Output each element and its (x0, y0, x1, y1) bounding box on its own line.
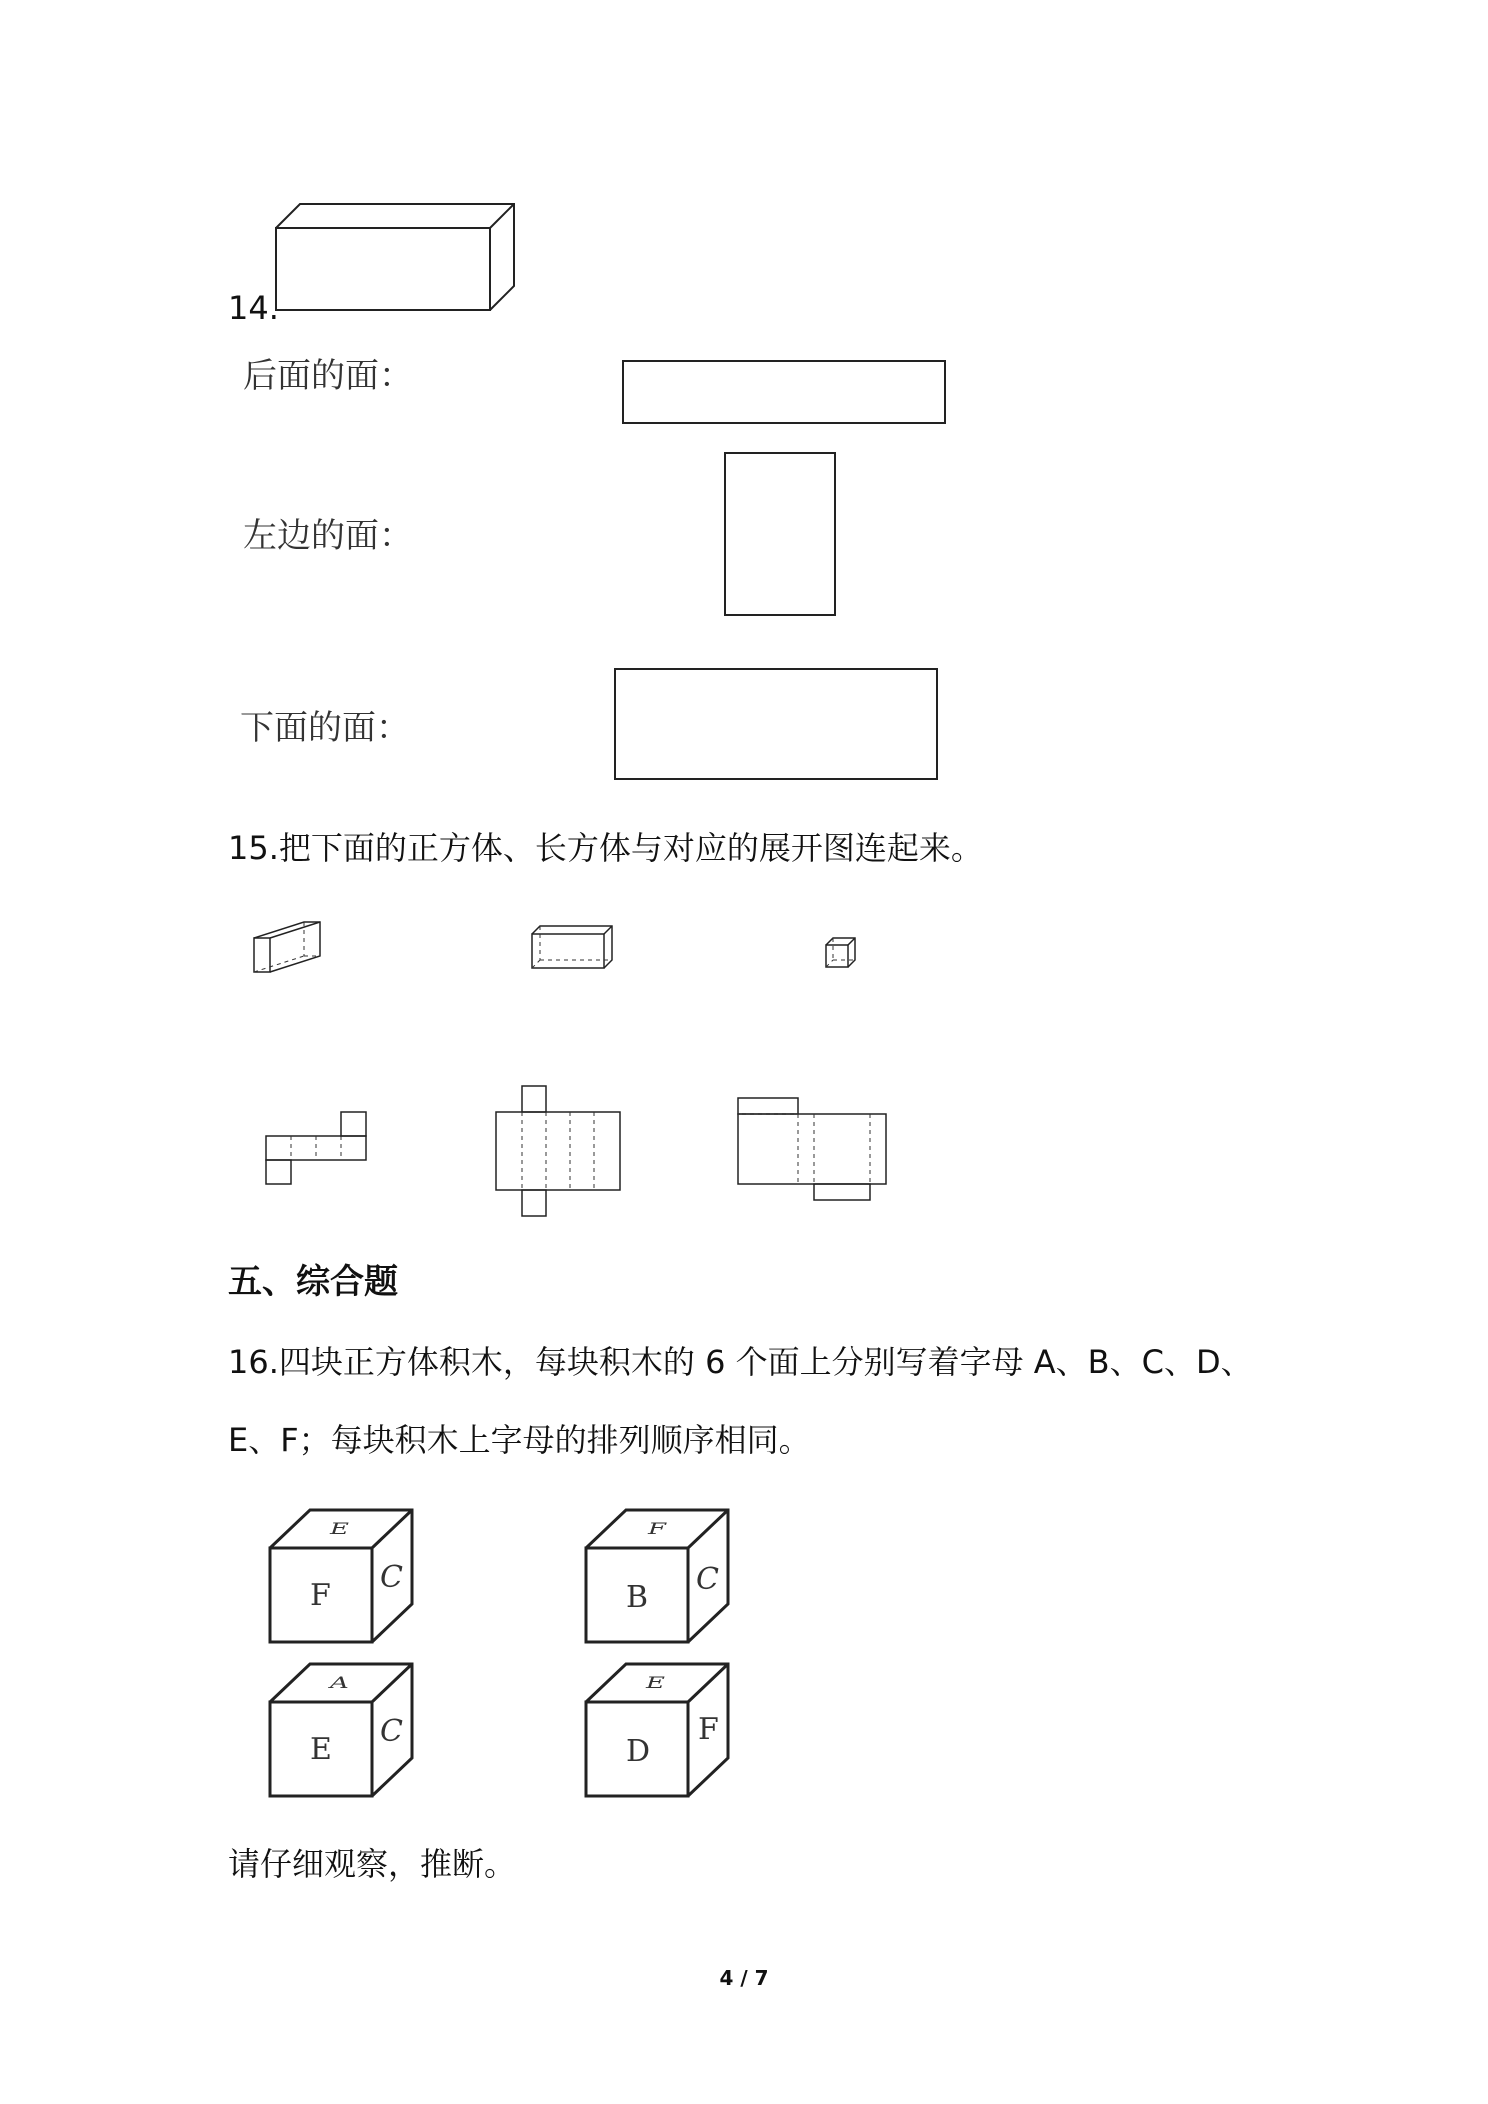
cube-2-right-letter: C (696, 1562, 719, 1597)
flat-cuboid-figure (530, 924, 614, 972)
section-heading: 五、综合题 (228, 1262, 398, 1302)
back-face-rectangle (622, 360, 948, 426)
cube-4-top-letter: E (646, 1674, 665, 1692)
cube-net-figure (264, 1106, 370, 1188)
q14-number: 14. (228, 289, 279, 327)
bottom-face-label: 下面的面： (240, 708, 410, 748)
left-face-label: 左边的面： (243, 516, 413, 556)
cube-3-right-letter: C (380, 1714, 403, 1749)
cube-4-right-letter: F (698, 1712, 719, 1747)
flat-cuboid-net-figure (736, 1096, 888, 1206)
cube-1-front-letter: F (310, 1578, 331, 1613)
cube-1-top-letter: E (330, 1520, 349, 1538)
letter-cube-1 (268, 1506, 418, 1646)
letter-cube-3 (268, 1660, 418, 1800)
q16-line1: 16.四块正方体积木，每块积木的 6 个面上分别写着字母 A、B、C、D、 (228, 1343, 1253, 1381)
long-cuboid-figure (252, 918, 326, 976)
long-cuboid-net-figure (494, 1084, 624, 1218)
q14-cuboid-figure (270, 198, 510, 318)
back-face-label: 后面的面： (243, 356, 413, 396)
letter-cube-2 (584, 1506, 734, 1646)
page-number: 4 / 7 (719, 1966, 769, 1990)
letter-cube-4 (584, 1660, 734, 1800)
cube-3-front-letter: E (310, 1732, 332, 1767)
cube-2-top-letter: F (648, 1520, 667, 1538)
cube-4-front-letter: D (626, 1734, 651, 1769)
q16-instruction: 请仔细观察，推断。 (228, 1845, 517, 1883)
cube-3-top-letter: A (330, 1674, 349, 1692)
bottom-face-rectangle (614, 668, 940, 782)
cube-1-right-letter: C (380, 1560, 403, 1595)
left-face-rectangle (724, 452, 838, 618)
cube-2-front-letter: B (626, 1580, 649, 1615)
small-cube-figure (824, 936, 858, 970)
q16-line2: E、F；每块积木上字母的排列顺序相同。 (228, 1421, 811, 1459)
q15-text: 15.把下面的正方体、长方体与对应的展开图连起来。 (228, 829, 983, 867)
